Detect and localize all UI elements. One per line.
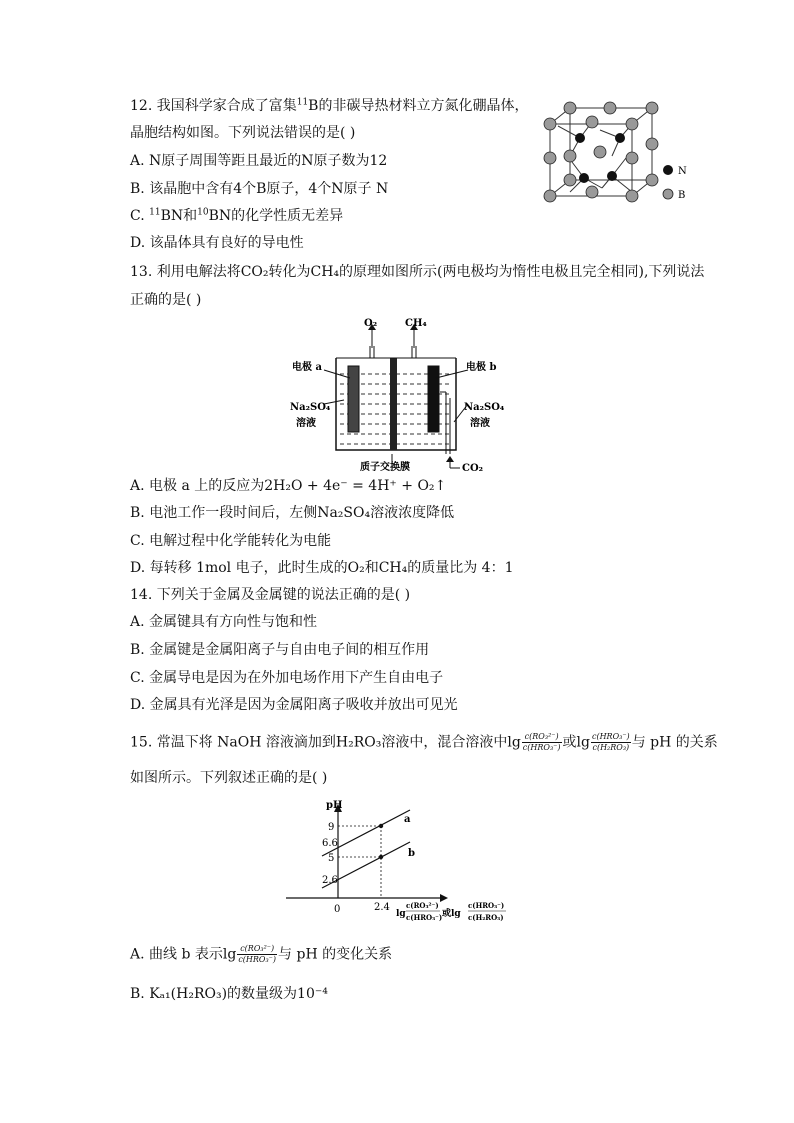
q13-option-d: D. 每转移 1mol 电子，此时生成的O₂和CH₄的质量比为 4：1 <box>130 560 514 576</box>
solution-right-label: 溶液 <box>470 418 490 429</box>
q14-option-a: A. 金属键具有方向性与饱和性 <box>130 614 318 630</box>
y-axis-label: pH <box>326 800 343 811</box>
solution-left-label: 溶液 <box>296 418 316 429</box>
x-axis-label-or: 或lg <box>442 909 461 919</box>
electrolysis-figure <box>288 318 518 474</box>
line-b-label: b <box>408 848 415 859</box>
o2-label: O₂ <box>364 318 378 329</box>
crystal-cell-figure <box>540 100 700 210</box>
q15-stem: 15. 常温下将 NaOH 溶液滴加到H₂RO₃溶液中，混合溶液中lg $\frac{\text{c(RO₃²⁻)}}{\text{c(HRO₃⁻)}}$ 或lg $\frac{\text{c(HRO₃⁻)}}{\text{c(H₂RO₃)}}$ 与 pH 的关系 <box>130 732 718 752</box>
legend-n-label: N <box>678 166 687 177</box>
na2so4-left-label: Na₂SO₄ <box>290 402 331 413</box>
ytick-9: 9 <box>328 822 335 833</box>
x-axis-label-den2: c(H₂RO₃) <box>468 913 504 922</box>
q15-fraction-1: $\frac{\text{c(RO₃²⁻)}}{\text{c(HRO₃⁻)}}$ <box>522 732 561 752</box>
q14-stem: 14. 下列关于金属及金属键的说法正确的是( ) <box>130 587 411 603</box>
xtick-0: 0 <box>334 904 341 915</box>
q12-stem-line2: 晶胞结构如图。下列说法错误的是( ) <box>130 125 356 141</box>
q13-option-a: A. 电极 a 上的反应为2H₂O + 4e⁻ = 4H⁺ + O₂↑ <box>130 478 447 494</box>
q12-option-c: C. $^{11}$BN和$^{10}$BN的化学性质无差异 <box>130 207 344 224</box>
q15-fraction-2: $\frac{\text{c(HRO₃⁻)}}{\text{c(H₂RO₃)}}$ <box>591 732 630 752</box>
membrane-label: 质子交换膜 <box>360 462 410 473</box>
ytick-6-6: 6.6 <box>322 838 338 849</box>
x-axis-label-num1: c(RO₃²⁻) <box>406 901 439 910</box>
q13-stem-line2: 正确的是( ) <box>130 292 202 308</box>
legend-b-dot <box>663 189 673 199</box>
x-axis-label-den1: c(HRO₃⁻) <box>406 913 443 922</box>
q14-option-b: B. 金属键是金属阳离子与自由电子间的相互作用 <box>130 642 430 658</box>
electrode-a-label: 电极 a <box>292 362 322 373</box>
legend-b-label: B <box>678 190 686 201</box>
q12-stem: 12. 我国科学家合成了富集$^{11}$B的非碳导热材料立方氮化硼晶体， <box>130 97 529 114</box>
q13-stem: 13. 利用电解法将CO₂转化为CH₄的原理如图所示(两电极均为惰性电极且完全相同),下列说法 <box>130 264 705 280</box>
q13-option-b: B. 电池工作一段时间后，左侧Na₂SO₄溶液浓度降低 <box>130 505 455 521</box>
q15-option-a-fraction: $\frac{\text{c(RO₃²⁻)}}{\text{c(HRO₃⁻)}}$ <box>238 944 277 964</box>
q13-option-c: C. 电解过程中化学能转化为电能 <box>130 533 332 549</box>
line-a-label: a <box>404 814 411 825</box>
legend-n-dot <box>663 165 673 175</box>
q15-option-b: B. Kₐ₁(H₂RO₃)的数量级为10⁻⁴ <box>130 986 328 1002</box>
q14-option-c: C. 金属导电是因为在外加电场作用下产生自由电子 <box>130 670 444 686</box>
q15-stem-line2: 如图所示。下列叙述正确的是( ) <box>130 770 328 786</box>
q12-option-a: A. N原子周围等距且最近的N原子数为12 <box>130 153 388 169</box>
q12-option-b: B. 该晶胞中含有4个B原子，4个N原子 N <box>130 181 389 197</box>
ch4-label: CH₄ <box>405 318 427 329</box>
q14-option-d: D. 金属具有光泽是因为金属阳离子吸收并放出可见光 <box>130 697 458 713</box>
x-axis-label-lg: lg <box>396 909 406 919</box>
x-axis-label-num2: c(HRO₃⁻) <box>468 901 505 910</box>
co2-label: CO₂ <box>462 463 484 474</box>
ph-graph <box>282 798 522 932</box>
na2so4-right-label: Na₂SO₄ <box>464 402 505 413</box>
xtick-2-4: 2.4 <box>374 902 390 913</box>
q15-option-a: A. 曲线 b 表示lg $\frac{\text{c(RO₃²⁻)}}{\text{c(HRO₃⁻)}}$ 与 pH 的变化关系 <box>130 944 393 964</box>
ytick-2-6: 2.6 <box>322 875 338 886</box>
electrode-b-label: 电极 b <box>466 362 497 373</box>
ytick-5: 5 <box>328 853 335 864</box>
q12-option-d: D. 该晶体具有良好的导电性 <box>130 235 304 251</box>
